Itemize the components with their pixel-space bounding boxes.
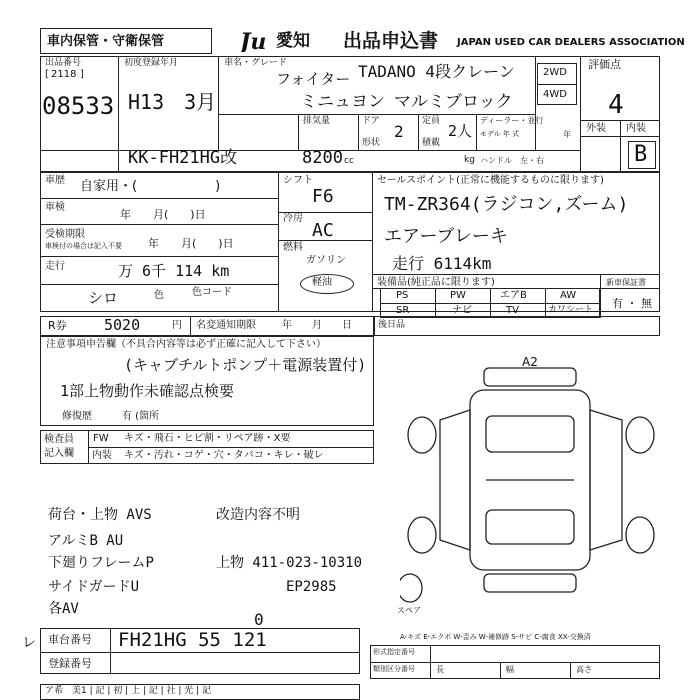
lower-right-3: EP2985 — [286, 579, 337, 595]
footer-left-mark: レ — [22, 635, 36, 651]
height-label: 高さ — [576, 665, 592, 674]
inspection-label: 車検 — [45, 202, 65, 213]
received-note: 車検付の場合は記入不要 — [45, 242, 122, 250]
interior-codes-label: 内装 — [92, 450, 112, 461]
mileage-value: 万 6千 114 km — [118, 262, 230, 280]
doors-label: ドア — [362, 116, 380, 126]
equip-item-1: PW — [450, 290, 466, 301]
transmission-value: F6 — [312, 186, 334, 207]
fw-label: FW — [93, 433, 109, 444]
first-reg-label: 初度登録年月 — [124, 58, 179, 68]
exterior-label: 外装 — [586, 123, 606, 134]
model-value-1: フォイター — [276, 70, 351, 88]
diagram-mark: A2 — [522, 355, 538, 369]
aftermarket-row — [374, 316, 660, 336]
transmission-label: シフト — [283, 175, 313, 186]
fw-codes: キズ・飛石・ヒビ割・リペア跡・X要 — [124, 433, 291, 444]
drive-4wd: 4WD — [543, 89, 567, 100]
score-label: 評価点 — [588, 58, 621, 71]
lower-right-1: 改造内容不明 — [216, 507, 300, 523]
received-label: 受検期限 — [45, 229, 85, 240]
spare-label: スペア — [397, 606, 421, 615]
lot-label: 出品番号 — [45, 58, 82, 68]
history-label: 車歴 — [45, 175, 65, 186]
storage-box — [40, 28, 212, 54]
warranty-label: 新車保証書 — [606, 278, 646, 287]
model-label: 車名・グレード — [224, 58, 288, 68]
equip-item-0: PS — [396, 290, 409, 301]
year-suffix: 年 — [563, 130, 571, 139]
load-label: 積載 — [422, 138, 441, 148]
equip-item-3: AW — [560, 290, 577, 301]
handle-label: ハンドル 左・右 — [480, 156, 544, 165]
sales-line-2: エアーブレーキ — [384, 226, 508, 247]
lower-right-2: 上物 411-023-10310 — [216, 555, 363, 571]
repair-label: 修復歴 — [62, 411, 92, 422]
recycle-unit: 円 — [172, 320, 182, 331]
damage-diagram — [400, 360, 662, 622]
notes-line-2: 1部上物動作未確認点検要 — [60, 382, 235, 400]
color-label: 色 — [154, 290, 164, 301]
entry-label: 記入欄 — [44, 448, 74, 459]
org-name: 愛知 — [276, 31, 310, 51]
equip-item-2: エアB — [500, 290, 527, 301]
lower-note-3: 下廻りフレームP — [48, 555, 154, 571]
class-no-label: 類別区分番号 — [373, 665, 415, 673]
footer-small-mark: 0 — [254, 610, 264, 629]
fuel-label: 燃料 — [283, 242, 303, 253]
drive-2wd: 2WD — [543, 67, 567, 78]
dealer-label: ディーラー・並行 — [480, 116, 544, 125]
equip-item-7: カワシート — [548, 305, 594, 315]
history-value: 自家用・( ) — [80, 179, 221, 194]
sales-line-3: 走行 6114km — [392, 254, 492, 273]
equip-item-6: TV — [506, 305, 519, 316]
capacity-label: 定員 — [422, 116, 441, 126]
recycle-value: 5020 — [104, 316, 141, 334]
mileage-label: 走行 — [45, 261, 65, 272]
bottom-strip-text: ア希 美1 | 記 | 初 | 上 | 記 | 社 | 光 | 記 — [45, 686, 212, 696]
cc-unit: cc — [344, 156, 354, 166]
notes-heading: 注意事項申告欄（不具合内容等は必ず正確に記入して下さい） — [46, 339, 326, 350]
capacity-value: 2人 — [448, 122, 473, 140]
length-label: 長 — [436, 665, 444, 674]
lot-number: 08533 — [42, 92, 115, 120]
received-value: 年 月( )日 — [148, 237, 234, 250]
lower-note-4: サイドガードU — [48, 579, 140, 595]
doors-value: 2 — [394, 122, 404, 141]
lower-note-1: 荷台・上物 AVS — [48, 507, 152, 523]
equip-item-5: ナビ — [452, 305, 472, 316]
maker-value: ミニュヨン — [300, 92, 385, 112]
aftermarket-label: 後日品 — [378, 320, 406, 330]
repair-value: 有 (箇所 — [122, 411, 160, 422]
color-value: シロ — [88, 289, 119, 307]
notice-label: 名変通知期限 — [196, 320, 256, 331]
bottom-strip — [40, 684, 360, 700]
svg-text:Ju: Ju — [240, 30, 267, 52]
lower-note-5: 各AV — [48, 601, 79, 617]
model-value-2: TADANO 4段クレーン — [358, 62, 515, 81]
form-title: 出品申込書 — [343, 30, 439, 52]
cooling-value: AC — [312, 220, 334, 241]
equipment-heading: 装備品(純正品に限ります) — [377, 277, 495, 288]
damage-legend: A-キズ E-エクボ W-歪み W-補修跡 S-サビ C-腐食 XX-交換済 — [400, 633, 591, 641]
sales-line-1: TM-ZR364(ラジコン,ズーム) — [384, 194, 629, 215]
color-code-label: 色コード — [192, 287, 232, 298]
interior-grade: B — [634, 142, 648, 167]
lower-note-2: アルミB AU — [48, 533, 124, 549]
jaa-logo — [240, 30, 274, 52]
chassis-no-value: FH21HG 55 121 — [118, 629, 267, 651]
interior-label: 内装 — [626, 123, 646, 134]
notice-value: 年 月 日 — [282, 320, 352, 331]
chassis-code: KK-FH21HG改 — [128, 148, 238, 168]
association-name: JAPAN USED CAR DEALERS ASSOCIATION — [457, 37, 685, 48]
storage-label: 車内保管・守衛保管 — [47, 34, 165, 49]
notes-line-1: (キャブチルトポンプ＋電源装置付) — [124, 356, 367, 374]
recycle-label: R券 — [48, 319, 67, 332]
body-value: マルミブロック — [394, 92, 513, 112]
fuel-selected: 軽油 — [312, 277, 332, 288]
inspection-value: 年 月( )日 — [120, 208, 206, 221]
first-reg-value: H13 3月 — [128, 90, 217, 114]
reg-no-label: 登録番号 — [48, 657, 92, 670]
cc-label: 排気量 — [303, 116, 331, 126]
bracket-number: 2118 — [51, 69, 77, 80]
shape-label: 形状 — [362, 138, 381, 148]
width-label: 幅 — [506, 665, 514, 674]
fuel-gasoline: ガソリン — [306, 255, 346, 266]
shape-no-label: 形式指定番号 — [373, 648, 415, 656]
chassis-no-label: 車台番号 — [48, 633, 92, 646]
warranty-value: 有 ・ 無 — [612, 297, 652, 310]
load-unit: kg — [464, 155, 475, 165]
interior-codes: キズ・汚れ・コゲ・穴・タバコ・キレ・破レ — [124, 450, 324, 461]
equip-item-4: SR — [396, 305, 410, 316]
cc-value: 8200 — [302, 148, 343, 168]
inspector-label: 検査員 — [44, 434, 74, 445]
score-value: 4 — [608, 90, 624, 120]
sales-heading: セールスポイント(正常に機能するものに限ります) — [377, 175, 604, 186]
cooling-label: 冷房 — [283, 213, 303, 224]
model-year-label: モデル 年 式 — [480, 130, 520, 138]
